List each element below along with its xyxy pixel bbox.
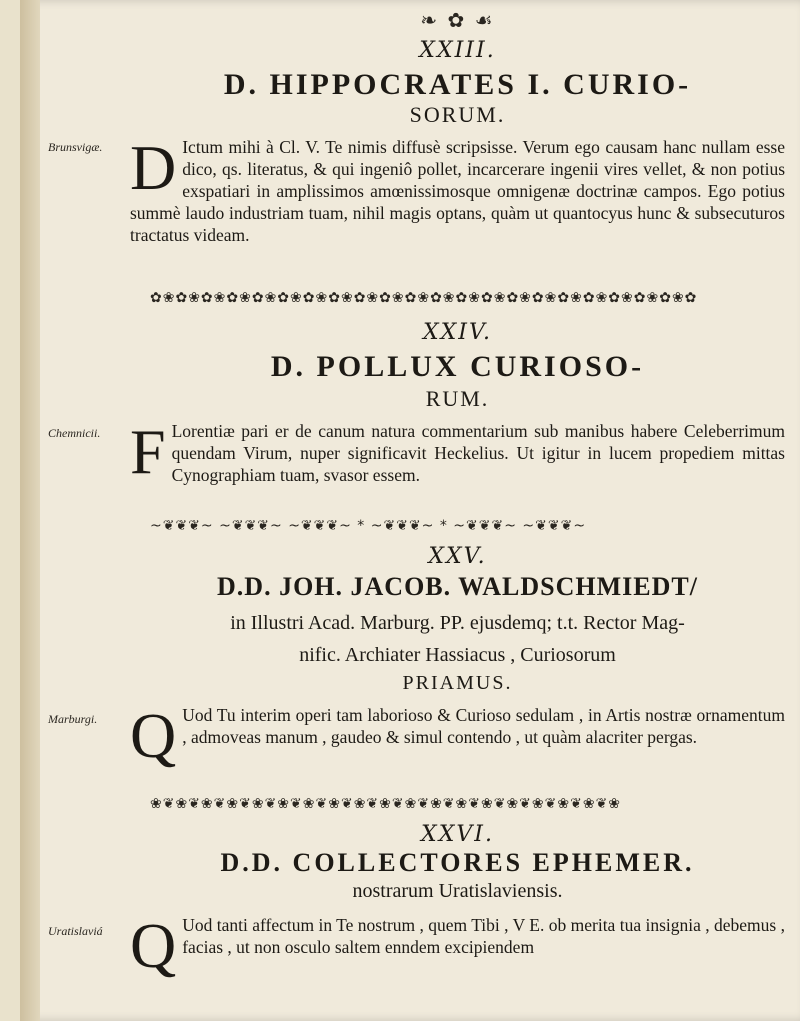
section-23-margin-note: Brunsvigæ.: [48, 140, 103, 154]
section-23-text: Ictum mihi à Cl. V. Te nimis diffusè scripsisse. Verum ego causam hanc nullam esse dico, qs. literatus, & qui ingeniô pollet, incarcerare ingenii vires vellet, & non potius exspatiari in amplissimos amœnissimosque omnigenæ doctrinæ campos. Ego potius summè laudo industriam tuam, nihil magis optans, quàm ut quantocyus hunc & subsecuturos tractatus videam.: [130, 137, 785, 245]
section-23-dropcap: D: [130, 132, 177, 203]
section-26-numeral: XXVI.: [421, 822, 494, 847]
book-page: [20, 0, 800, 1021]
section-23-body: [130, 132, 785, 246]
section-24-text: Lorentiæ pari er de canum natura commentarium sub manibus habere Celeberrimum quendam Virum, nuper significavit Heckelius. Ut igitur in lucem propediem mittas Cynographiam tuam, svasor essem.: [171, 421, 785, 485]
section-24-heading-cont: RUM.: [425, 386, 490, 411]
section-25-priamus: PRIAMUS.: [402, 672, 513, 694]
section-24-heading: D. POLLUX CURIOSO-: [270, 350, 645, 383]
section-25-body: [130, 700, 785, 771]
ornamental-rule-2: ~❦❦❦~ ~❦❦❦~ ~❦❦❦~ * ~❦❦❦~ * ~❦❦❦~ ~❦❦❦~: [150, 518, 587, 534]
section-23-heading: D. HIPPOCRATES I. CURIO-: [223, 68, 692, 101]
ornamental-rule-3: ❀❦❀❦❀❦❀❦❀❦❀❦❀❦❀❦❀❦❀❦❀❦❀❦❀❦❀❦❀❦❀❦❀❦❀❦❀: [150, 796, 622, 812]
section-26-body: [130, 910, 785, 981]
section-23-heading-cont: SORUM.: [409, 102, 506, 127]
section-25-office-line: nific. Archiater Hassiacus , Curiosorum: [299, 644, 616, 666]
section-24-dropcap: F: [130, 416, 166, 487]
section-25-title-line: in Illustri Acad. Marburg. PP. ejusdemq; t.t. Rector Mag-: [230, 612, 685, 634]
section-25-numeral: XXV.: [428, 544, 487, 569]
section-26-text: Uod tanti affectum in Te nostrum , quem Tibi , V E. ob merita tua insignia , debemus , facias , ut non osculo saltem enndem excipiendem: [182, 915, 785, 957]
section-25-dropcap: Q: [130, 700, 177, 771]
section-25-margin-note: Marburgi.: [48, 712, 98, 726]
section-26-dropcap: Q: [130, 910, 177, 981]
section-26-heading: D.D. COLLECTORES EPHEMER.: [220, 848, 695, 877]
section-23-numeral: XXIII.: [419, 38, 496, 63]
section-24-numeral: XXIV.: [422, 320, 493, 345]
section-26-subheading: nostrarum Uratislaviensis.: [352, 880, 563, 902]
section-25-text: Uod Tu interim operi tam laborioso & Curioso sedulam , in Artis nostræ ornamentum , admoveas manum , gaudeo & simul contendo , ut quàm alacriter pergas.: [182, 705, 785, 747]
ornamental-rule-1: ✿❀✿❀✿❀✿❀✿❀✿❀✿❀✿❀✿❀✿❀✿❀✿❀✿❀✿❀✿❀✿❀✿❀✿❀✿❀✿❀✿❀✿: [150, 290, 698, 306]
section-24-margin-note: Chemnicii.: [48, 426, 101, 440]
section-25-heading: D.D. JOH. JACOB. WALDSCHMIEDT/: [217, 572, 698, 601]
page-binding-edge: [20, 0, 40, 1021]
section-24-body: [130, 416, 785, 487]
top-ornament: ❧ ✿ ☙: [420, 8, 495, 32]
section-26-margin-note: Uratislaviá: [48, 924, 103, 938]
